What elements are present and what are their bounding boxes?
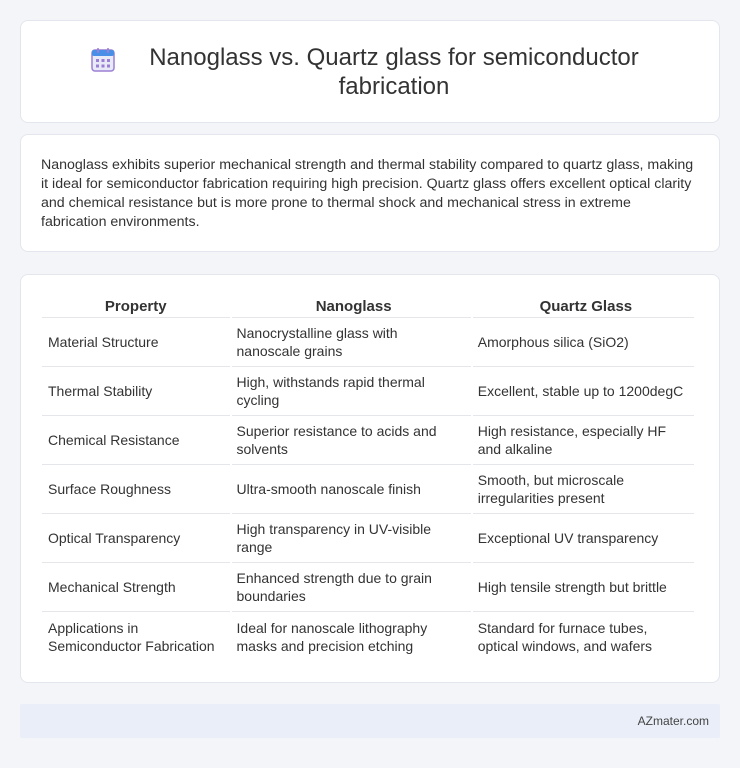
row-quartz-value: Smooth, but microscale irregularities present <box>473 465 694 514</box>
row-quartz-value: Excellent, stable up to 1200degC <box>473 367 694 416</box>
row-nanoglass-value: High transparency in UV-visible range <box>232 514 471 563</box>
row-property: Chemical Resistance <box>42 416 230 465</box>
table-row <box>42 367 694 416</box>
row-nanoglass-value: Ultra-smooth nanoscale finish <box>232 465 471 514</box>
row-nanoglass-value: Enhanced strength due to grain boundaries <box>232 563 471 612</box>
row-property: Applications in Semiconductor Fabrication <box>48 619 215 654</box>
row-nanoglass-value: Superior resistance to acids and solvents <box>232 416 471 465</box>
row-property: Surface Roughness <box>42 465 230 514</box>
row-property: Mechanical Strength <box>42 563 230 612</box>
row-property: Optical Transparency <box>42 514 230 563</box>
header-quartz-glass: Quartz Glass <box>473 297 694 318</box>
footer <box>20 704 720 738</box>
summary-card <box>20 134 720 252</box>
table-row <box>42 318 694 367</box>
footer-brand-link[interactable]: AZmater.com <box>637 714 709 728</box>
comparison-card <box>20 274 720 683</box>
row-quartz-value: High resistance, especially HF and alkaline <box>473 416 694 465</box>
title-card <box>20 20 720 123</box>
row-nanoglass-value: Ideal for nanoscale lithography masks and precision etching <box>236 619 428 654</box>
row-property: Material Structure <box>42 318 230 367</box>
table-header-row <box>42 297 694 318</box>
row-quartz-value: High tensile strength but brittle <box>473 563 694 612</box>
header-nanoglass: Nanoglass <box>232 297 471 318</box>
row-quartz-value: Standard for furnace tubes, optical windows, and wafers <box>477 619 653 654</box>
header-property: Property <box>42 297 230 318</box>
table-row <box>42 465 694 514</box>
title-wrap <box>90 43 650 101</box>
table-row <box>42 563 694 612</box>
table-row <box>42 514 694 563</box>
table-row <box>42 416 694 465</box>
comparison-table <box>40 297 696 661</box>
summary-text: Nanoglass exhibits superior mechanical strength and thermal stability compared to quartz glass, making it ideal for semiconductor fabrication requiring high precision. Quartz glass offers excellent optical clarity and chemical resistance but is more prone to thermal shock and mechanical stress in extreme fabrication environments. <box>41 157 694 230</box>
row-nanoglass-value: Nanocrystalline glass with nanoscale grains <box>232 318 471 367</box>
row-nanoglass-value: High, withstands rapid thermal cycling <box>232 367 471 416</box>
row-property: Thermal Stability <box>42 367 230 416</box>
row-quartz-value: Exceptional UV transparency <box>473 514 694 563</box>
page-title: Nanoglass vs. Quartz glass for semiconductor fabrication <box>149 43 639 100</box>
calendar-icon <box>90 47 116 73</box>
table-row <box>42 612 694 661</box>
row-quartz-value: Amorphous silica (SiO2) <box>473 318 694 367</box>
